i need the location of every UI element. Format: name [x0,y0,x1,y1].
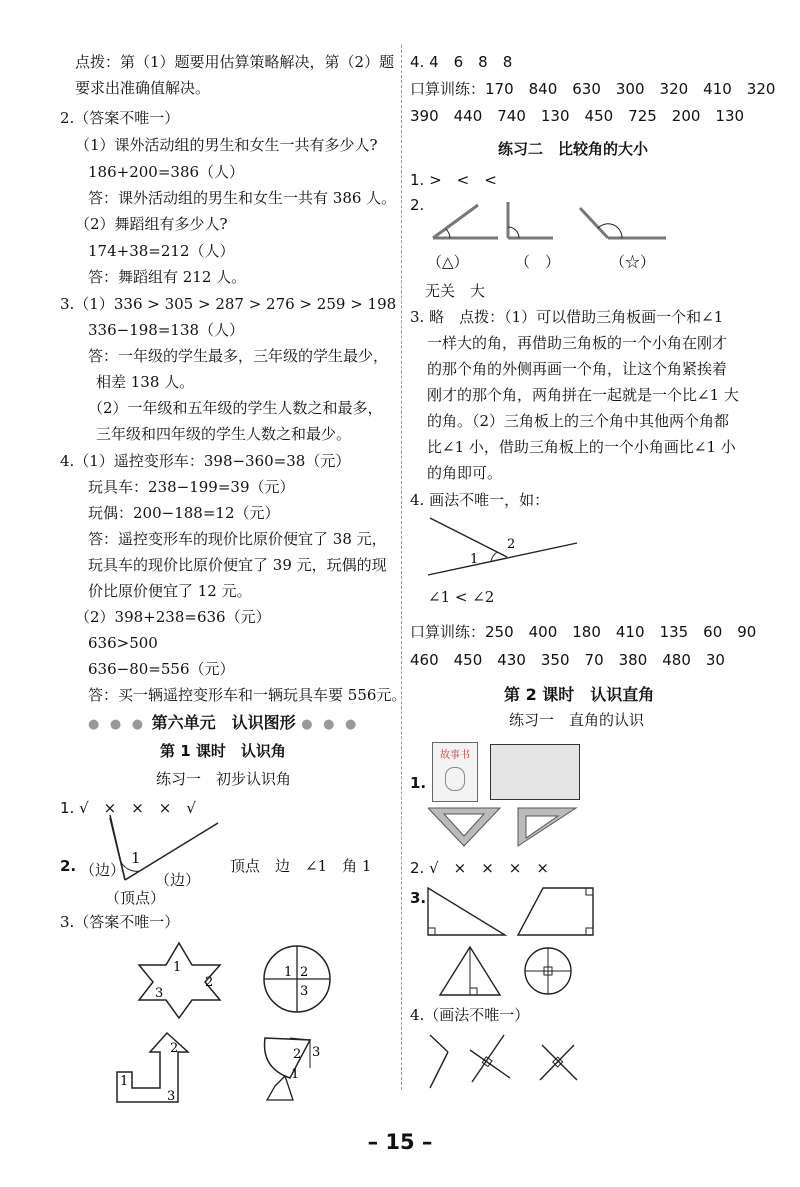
side-label-1: （边） [80,861,126,879]
svg-text:3: 3 [167,1089,176,1104]
drawn-right-angles [422,1030,582,1090]
svg-text:1: 1 [120,1074,129,1089]
answer-2-label: 2. [60,857,77,875]
side-label-2: （边） [155,871,201,889]
svg-text:2: 2 [300,965,309,980]
r-compare-2-label: 2. [410,196,425,214]
q2-2-answer: 答：舞蹈组有 212 人。 [88,268,247,286]
angle-compare-result: ∠1 < ∠2 [428,588,495,606]
q4-2-calc-3: 636−80=556（元） [88,660,235,678]
unit-heading [88,710,359,733]
q3-2-line-1: （2）一年级和五年级的学生人数之和最多， [88,399,383,417]
vertex-label: （顶点） [105,889,166,907]
q4-line-3: 玩偶：200−188=12（元） [88,504,280,522]
svg-text:1: 1 [291,1067,300,1082]
svg-text:3: 3 [300,984,309,999]
r-compare-1: 1. > < < [410,171,497,189]
q3-calc: 336−198=138（人） [88,321,245,339]
compare-angles-figure [428,200,673,250]
circle-figure [260,942,335,1017]
mark-3: （☆） [610,253,656,271]
r-hint-4: 刚才的那个角，两角拼在一起就是一个比∠1 大 [427,386,739,404]
storybook-image [432,742,478,802]
unit-title: 第六单元 认识图形 [151,713,296,732]
r-q4: 4.（画法不唯一） [410,1006,530,1024]
lesson1-title: 第 1 课时 认识角 [160,742,286,760]
hint-line-1: 点拨：第（1）题要用估算策略解决，第（2）题 [75,53,395,71]
exercise2-title: 练习二 比较角的大小 [498,140,649,158]
q4-line-1: 4.（1）遥控变形车：398−360=38（元） [60,452,351,470]
hint-line-2: 要求出准确值解决。 [75,79,211,97]
r-hint-2: 一样大的角，再借助三角板的一个小角在刚才 [427,334,728,352]
r-q1-label: 1. [410,774,427,792]
lesson2-title: 第 2 课时 认识直角 [504,685,655,704]
satellite-dish-figure [255,1028,330,1108]
angle-label-1: 1 [131,849,141,867]
star-figure [135,940,225,1020]
mark-1: （△） [427,253,469,271]
svg-text:1: 1 [173,960,182,975]
r-hint-6: 比∠1 小，借助三角板上的一个小角画比∠1 小 [427,438,736,456]
q2-1-answer: 答：课外活动组的男生和女生一共有 386 人。 [88,189,397,207]
q2-2-question: （2）舞蹈组有多少人? [75,215,228,233]
svg-text:2: 2 [507,537,516,552]
page-number: – 15 – [367,1130,433,1154]
q2-heading: 2.（答案不唯一） [60,109,180,127]
r-answer-4: 4. 4 6 8 8 [410,53,513,71]
svg-text:1: 1 [470,552,479,567]
r-hint-7: 的角即可。 [427,464,503,482]
decor-dots-right-icon: ● ● ● [301,717,360,732]
q2-2-calc: 174+38=212（人） [88,242,235,260]
r-q3-label: 3. [410,889,427,907]
answer-1: 1. √ × × × √ [60,799,196,817]
r-oral-2: 口算训练：250 400 180 410 135 60 90 [410,623,757,641]
r-hint-1: 3. 略 点拨：（1）可以借助三角板画一个和∠1 [410,308,724,326]
answer-2-text: 顶点 边 ∠1 角 1 [230,857,372,875]
q4-2-answer: 答：买一辆遥控变形车和一辆玩具车要 556元。 [88,686,407,704]
right-angle-shapes [425,885,600,1000]
q3-answer-2: 相差 138 人。 [96,373,195,391]
svg-text:2: 2 [170,1041,179,1056]
r-hint-3: 的那个角的外侧再画一个角，让这个角紧挨着 [427,360,728,378]
svg-text:3: 3 [312,1045,321,1060]
column-divider [401,45,402,1090]
rabbit-icon [445,767,465,791]
q3-answer-1: 答：一年级的学生最多，三年级的学生最少， [88,347,389,365]
r-hint-5: 的角。（2）三角板上的三个角中其他两个角都 [427,412,730,430]
r-oral-1b: 390 440 740 130 450 725 200 130 [410,107,745,125]
svg-text:2: 2 [205,975,214,990]
q4-answer-1: 答：遥控变形车的现价比原价便宜了 38 元， [88,530,387,548]
r-q2: 2. √ × × × × [410,859,549,877]
answer-3: 3.（答案不唯一） [60,913,180,931]
svg-text:2: 2 [293,1047,302,1062]
q4-2-calc-1: （2）398+238=636（元） [75,608,271,626]
mark-2: （ ） [515,253,561,271]
q2-1-calc: 186+200=386（人） [88,163,245,181]
r-answer-6: 无关 大 [425,282,486,300]
arrow-figure [112,1030,192,1105]
svg-text:1: 1 [284,965,293,980]
angle-comparison-figure [425,515,585,580]
q3-2-line-2: 三年级和四年级的学生人数之和最少。 [96,425,352,443]
exercise1-title: 练习一 初步认识角 [156,770,292,788]
r-oral-1: 口算训练：170 840 630 300 320 410 320 [410,80,776,98]
q4-2-calc-2: 636>500 [88,634,158,652]
q4-answer-2: 玩具车的现价比原价便宜了 39 元，玩偶的现 [88,556,387,574]
decor-dots-left-icon: ● ● ● [88,717,147,732]
set-squares-figure [428,806,598,850]
q2-1-question: （1）课外活动组的男生和女生一共有多少人? [75,136,378,154]
svg-text:3: 3 [155,986,164,1001]
q3-line: 3.（1）336 > 305 > 287 > 276 > 259 > 198 [60,295,397,313]
rectangle-board [490,744,580,800]
q4-line-2: 玩具车：238−199=39（元） [88,478,295,496]
r-answer-4b: 4. 画法不唯一，如： [410,491,550,509]
storybook-title: 故事书 [440,750,470,761]
q4-answer-3: 价比原价便宜了 12 元。 [88,582,252,600]
r-oral-2b: 460 450 430 350 70 380 480 30 [410,651,725,669]
exercise3-title: 练习一 直角的认识 [509,711,645,729]
